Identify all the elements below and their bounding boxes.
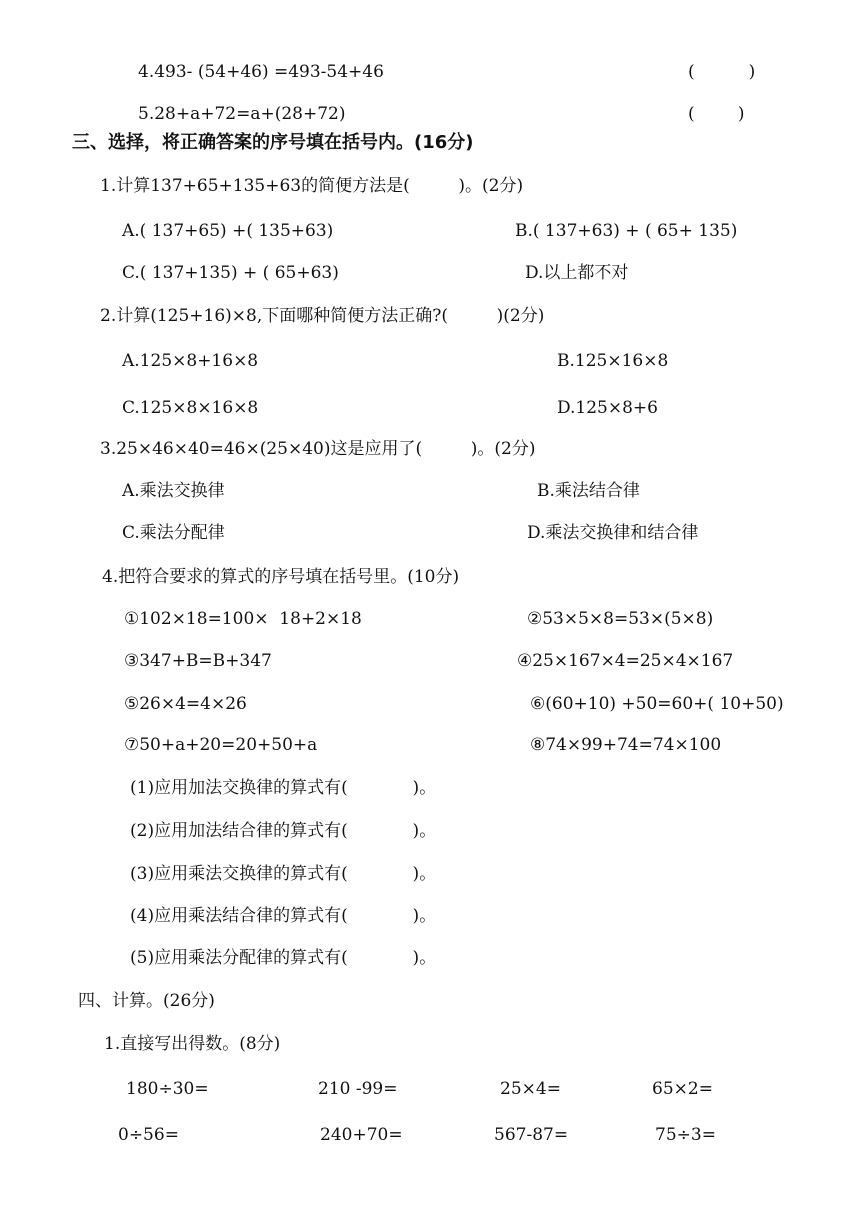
s3-q3-option-d[interactable]: D.乘法交换律和结合律 bbox=[527, 523, 699, 543]
s3-q4-blank-3[interactable]: (3)应用乘法交换律的算式有( )。 bbox=[130, 864, 437, 884]
s3-q1-stem: 1.计算137+65+135+63的简便方法是( )。(2分) bbox=[100, 176, 524, 196]
s3-q4-formula-3: ③347+B=B+347 bbox=[124, 651, 272, 671]
judge-item-5-text: 5.28+a+72=a+(28+72) bbox=[138, 104, 346, 124]
calc-item[interactable]: 180÷30= bbox=[126, 1079, 209, 1099]
s3-q3-option-c[interactable]: C.乘法分配律 bbox=[122, 523, 225, 543]
s3-q4-formula-2: ②53×5×8=53×(5×8) bbox=[527, 609, 714, 629]
s3-q4-blank-2[interactable]: (2)应用加法结合律的算式有( )。 bbox=[130, 821, 437, 841]
judge-item-4-answer-blank[interactable]: ( ) bbox=[688, 62, 756, 82]
s3-q4-blank-1[interactable]: (1)应用加法交换律的算式有( )。 bbox=[130, 778, 437, 798]
s3-q4-stem: 4.把符合要求的算式的序号填在括号里。(10分) bbox=[102, 567, 460, 587]
judge-item-4-text: 4.493- (54+46) =493-54+46 bbox=[138, 62, 384, 82]
calc-item[interactable]: 25×4= bbox=[500, 1079, 561, 1099]
s3-q4-formula-8: ⑧74×99+74=74×100 bbox=[530, 735, 722, 755]
s3-q2-stem: 2.计算(125+16)×8,下面哪种简便方法正确?( )(2分) bbox=[100, 306, 545, 326]
judge-item-5-answer-blank[interactable]: ( ) bbox=[688, 104, 745, 124]
section-3-title: 三、选择，将正确答案的序号填在括号内。(16分) bbox=[72, 132, 474, 153]
s3-q4-formula-1: ①102×18=100× 18+2×18 bbox=[124, 609, 362, 629]
s3-q4-blank-4[interactable]: (4)应用乘法结合律的算式有( )。 bbox=[130, 906, 437, 926]
s3-q4-formula-4: ④25×167×4=25×4×167 bbox=[517, 651, 734, 671]
s3-q4-formula-5: ⑤26×4=4×26 bbox=[124, 694, 247, 714]
s3-q1-option-b[interactable]: B.( 137+63) + ( 65+ 135) bbox=[515, 221, 738, 241]
calc-item[interactable]: 567-87= bbox=[494, 1125, 569, 1145]
calc-item[interactable]: 75÷3= bbox=[655, 1125, 716, 1145]
s3-q2-option-c[interactable]: C.125×8×16×8 bbox=[122, 398, 259, 418]
s3-q2-option-d[interactable]: D.125×8+6 bbox=[557, 398, 658, 418]
calc-item[interactable]: 65×2= bbox=[652, 1079, 713, 1099]
section-4-title: 四、计算。(26分) bbox=[78, 991, 215, 1011]
s3-q1-option-d[interactable]: D.以上都不对 bbox=[525, 263, 629, 283]
s3-q4-blank-5[interactable]: (5)应用乘法分配律的算式有( )。 bbox=[130, 948, 437, 968]
calc-item[interactable]: 240+70= bbox=[320, 1125, 403, 1145]
s3-q2-option-b[interactable]: B.125×16×8 bbox=[557, 351, 669, 371]
s3-q4-formula-6: ⑥(60+10) +50=60+( 10+50) bbox=[530, 694, 784, 714]
s3-q4-formula-7: ⑦50+a+20=20+50+a bbox=[124, 735, 318, 755]
s3-q2-option-a[interactable]: A.125×8+16×8 bbox=[122, 351, 259, 371]
s3-q1-option-c[interactable]: C.( 137+135) + ( 65+63) bbox=[122, 263, 339, 283]
calc-item[interactable]: 0÷56= bbox=[118, 1125, 179, 1145]
s3-q1-option-a[interactable]: A.( 137+65) +( 135+63) bbox=[122, 221, 334, 241]
s3-q3-option-a[interactable]: A.乘法交换律 bbox=[122, 481, 225, 501]
s4-q1-stem: 1.直接写出得数。(8分) bbox=[104, 1034, 281, 1054]
calc-item[interactable]: 210 -99= bbox=[318, 1079, 398, 1099]
s3-q3-stem: 3.25×46×40=46×(25×40)这是应用了( )。(2分) bbox=[100, 439, 536, 459]
s3-q3-option-b[interactable]: B.乘法结合律 bbox=[537, 481, 640, 501]
